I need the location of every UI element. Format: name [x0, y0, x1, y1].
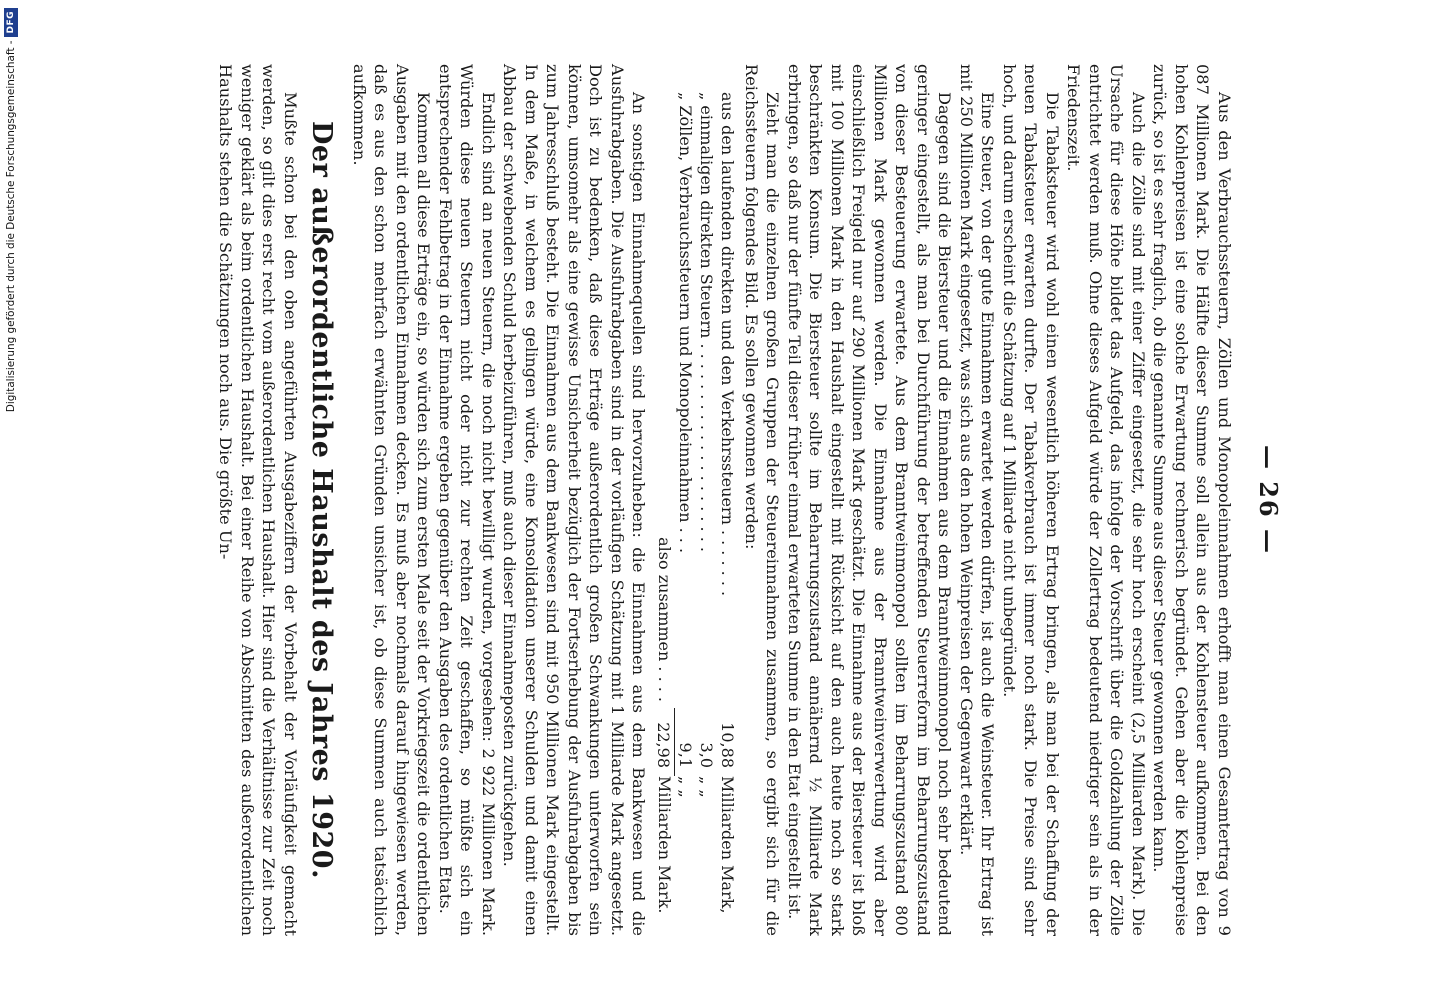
row-value: 9,1: [676, 742, 696, 768]
row-unit: „ „: [676, 776, 696, 798]
row-label: aus den laufenden direkten und den Verkehrssteuern . . . . . . .: [718, 92, 738, 597]
paragraph: Dagegen sind die Biersteuer und die Einnahmen aus dem Branntweinmonopol noch sehr bedeutend geringer eingestellt, als man bei Durchführung der betreffenden Steuerreform im Beharrungszustand von dieser Besteuerung erwartete. Aus dem Branntweinmonopol sollten im Beharrungszustand 800 Millionen Mark gewonnen werden. Die Einnahme aus der Branntweinverwertung wird aber einschließlich Freigeld nur auf 290 Millionen Mark geschätzt. Die Einnahme aus der Biersteuer ist bloß mit 100 Millionen Mark in den Haushalt eingestellt mit Rücksicht auf den auch heute noch so stark beschränkten Konsum. Die Biersteuer sollte im Beharrungszustand annähernd ½ Milliarde Mark erbringen, so daß nur der fünfte Teil dieser früher einmal erwarteten Summe in den Etat eingestellt ist.: [785, 64, 955, 936]
page-number: — 26 —: [1254, 444, 1283, 556]
paragraph: Aus den Verbrauchssteuern, Zöllen und Monopoleinnahmen erhofft man einen Gesamtertrag von 9 087 Millionen Mark. Die Hälfte dieser Summe soll allein aus der Kohlensteuer aufkommen. Bei den hohen Kohlenpreisen ist eine solche Erwartung rechnerisch begründet. Gehen aber die Kohlenpreise zurück, so ist es sehr fraglich, ob die genannte Summe aus dieser Steuer gewonnen werden kann.: [1150, 64, 1234, 936]
table-total-row: [654, 64, 676, 936]
credit-text: Digitalisierung gefördert durch die Deutsche Forschungsgemeinschaft -: [5, 40, 17, 413]
summary-intro: Zieht man die einzelnen großen Gruppen der Steuereinnahmen zusammen, so ergibt sich für die Reichssteuern folgendes Bild. Es sollen gewonnen werden:: [742, 64, 783, 936]
revenue-table: [654, 64, 739, 936]
table-row: [697, 64, 718, 936]
paragraph: Mußte schon bei den oben angeführten Ausgabeziffern der Vorbehalt der Vorläufigkeit gemacht werden, so gilt dies erst recht vom außerordentlichen Haushalt. Hier sind die Verhältnisse zur Zeit noch weniger geklärt als beim ordentlichen Haushalt. Bei einer Reihe von Abschnitten des außerordentlichen Haushalts stehen die Schätzungen noch aus. Die größte Un-: [216, 64, 300, 936]
document-page: [137, 30, 1297, 970]
digitization-credit: [2, 0, 20, 998]
row-unit: „ „: [697, 776, 717, 798]
paragraph: Kommen all diese Erträge ein, so würden sich zum ersten Male seit der Vorkriegszeit die ordentlichen Ausgaben mit den ordentlichen Einnahmen decken. Es muß aber nochmals darauf hingewiesen werden, daß es aus den schon mehrfach erwähnten Gründen unsicher ist, ob diese Summen auch tatsächlich aufkommen.: [350, 64, 434, 936]
total-unit: Milliarden Mark.: [655, 776, 674, 914]
table-row: [718, 64, 739, 936]
row-label: „ Zöllen, Verbrauchssteuern und Monopoleinnahmen . . .: [676, 92, 696, 554]
row-unit: Milliarden Mark,: [718, 776, 738, 914]
page-body: [215, 64, 1235, 936]
row-value: 10,88: [718, 722, 738, 768]
total-value: 22,98: [654, 708, 676, 776]
table-row: [675, 64, 697, 936]
paragraph: An sonstigen Einnahmequellen sind hervorzuheben: die Einnahmen aus dem Bankwesen und die Ausfuhrabgaben. Die Ausfuhrabgaben sind in der vorläufigen Schätzung mit 1 Milliarde Mark angesetzt. Doch ist zu bedenken, daß diese Erträge außerordentlich großen Schwankungen unterworfen sein können, umsomehr als eine gewisse Unsicherheit bezüglich der Fortserhebung der Ausfuhrabgaben bis zum Jahresschluß besteht. Die Einnahmen aus dem Bankwesen sind mit 950 Millionen Mark eingestellt. In dem Maße, in welchem es gelingen würde, eine Konsolidation unserer Schulden und damit einen Abbau der schwebenden Schuld herbeizuführen, muß auch dieser Einnahmeposten zurückgehen.: [500, 64, 649, 936]
dfg-logo: DFG: [4, 8, 18, 37]
row-value: 3,0: [697, 742, 717, 768]
section-heading: Der außerordentliche Haushalt des Jahres 1920.: [306, 120, 338, 879]
paragraph: Auch die Zölle sind mit einer Ziffer eingesetzt, die sehr hoch erscheint (2,5 Milliarden Mark). Die Ursache für diese Höhe bildet das Aufgeld, das infolge der Vorschrift über die Goldzahlung der Zölle entrichtet werden muß. Ohne dieses Aufgeld würde der Zollertrag bedeutend niedriger sein als in der Friedenszeit.: [1064, 64, 1148, 936]
total-label: also zusammen . . . .: [655, 537, 674, 702]
paragraph: Endlich sind an neuen Steuern, die noch nicht bewilligt wurden, vorgesehen: 2 922 Millionen Mark. Würden diese neuen Steuern nicht oder nicht zur rechten Zeit geschaffen, so müßte sich ein entsprechender Fehlbetrag in der Einnahme ergeben gegenüber den Ausgaben des ordentlichen Etats.: [436, 64, 498, 936]
paragraph: Eine Steuer, von der gute Einnahmen erwartet werden dürfen, ist auch die Weinsteuer. Ihr Ertrag ist mit 250 Millionen Mark eingesetzt, was sich aus den hohen Weinpreisen der Gegenwart erklärt.: [957, 64, 998, 936]
row-label: „ einmaligen direkten Steuern . . . . . . . . . . . . . . . . . . . . .: [697, 92, 717, 552]
paragraph: Die Tabaksteuer wird wohl einen wesentlich höheren Ertrag bringen, als man bei der Schaffung der neuen Tabaksteuer erwarten durfte. Der Tabakverbrauch ist immer noch stark. Die Preise sind sehr hoch, und darum erscheint die Schätzung auf 1 Milliarde nicht unbegründet.: [1000, 64, 1062, 936]
